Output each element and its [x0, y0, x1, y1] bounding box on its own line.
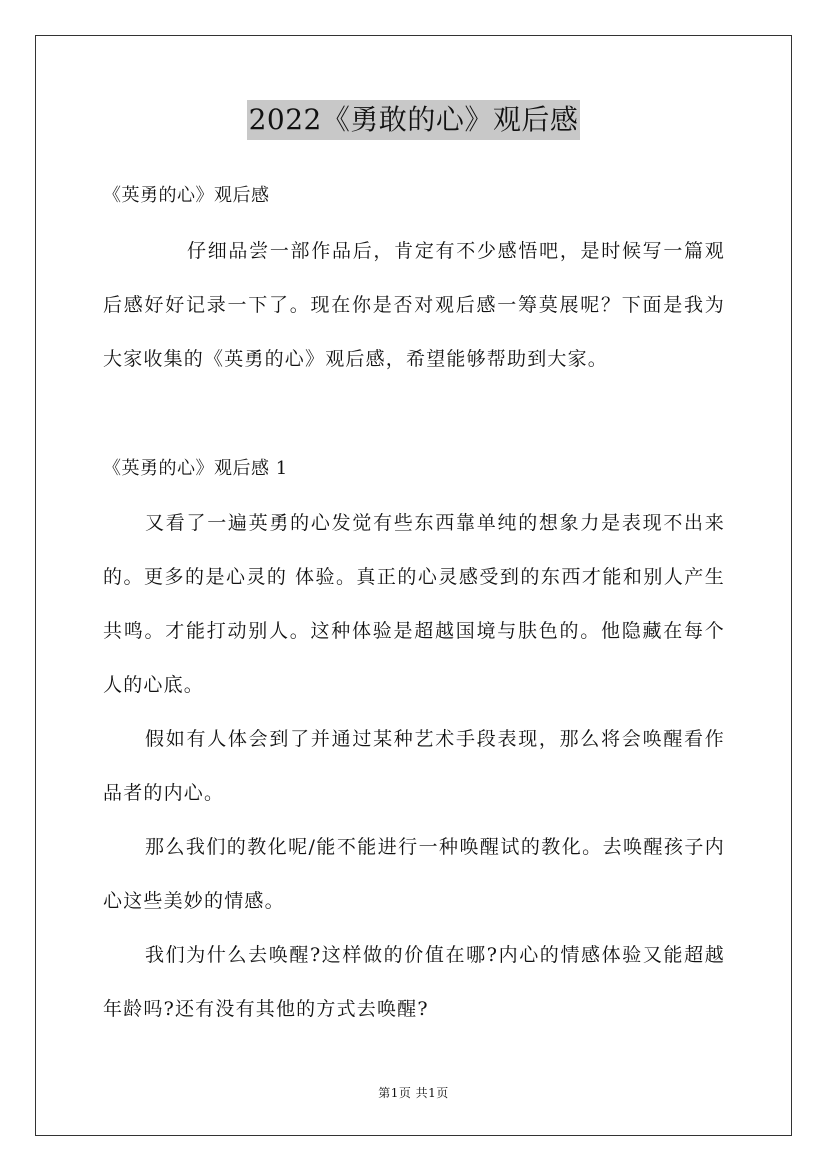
body-line-10: 年龄吗?还有没有其他的方式去唤醒?: [103, 998, 429, 1020]
body-line-6: 品者的内心。: [103, 782, 225, 804]
intro-line-2: 后感好好记录一下了。现在你是否对观后感一筹莫展呢？下面是我为: [103, 294, 725, 316]
page-footer: 第1页 共1页: [378, 1086, 449, 1100]
body-line-4: 人的心底。: [103, 674, 205, 696]
intro-line-3: 大家收集的《英勇的心》观后感，希望能够帮助到大家。: [103, 348, 609, 370]
body-line-5: 假如有人体会到了并通过某种艺术手段表现，那么将会唤醒看作: [145, 728, 725, 750]
body-line-2: 的。更多的是心灵的 体验。真正的心灵感受到的东西才能和别人产生: [103, 566, 725, 588]
body-line-9: 我们为什么去唤醒?这样做的价值在哪?内心的情感体验又能超越: [145, 944, 725, 966]
intro-line-1: 仔细品尝一部作品后，肯定有不少感悟吧，是时候写一篇观: [187, 240, 725, 262]
body-line-8: 心这些美妙的情感。: [103, 890, 285, 912]
subtitle: 《英勇的心》观后感: [103, 185, 270, 206]
body-line-3: 共鸣。才能打动别人。这种体验是超越国境与肤色的。他隐藏在每个: [103, 620, 725, 642]
body-line-1: 又看了一遍英勇的心发觉有些东西靠单纯的想象力是表现不出来: [145, 512, 725, 534]
body-line-7: 那么我们的教化呢/能不能进行一种唤醒试的教化。去唤醒孩子内: [145, 836, 725, 858]
section-heading: 《英勇的心》观后感 1: [103, 458, 288, 479]
document-title: 2022《勇敢的心》观后感: [247, 100, 581, 140]
title-container: [0, 100, 827, 140]
